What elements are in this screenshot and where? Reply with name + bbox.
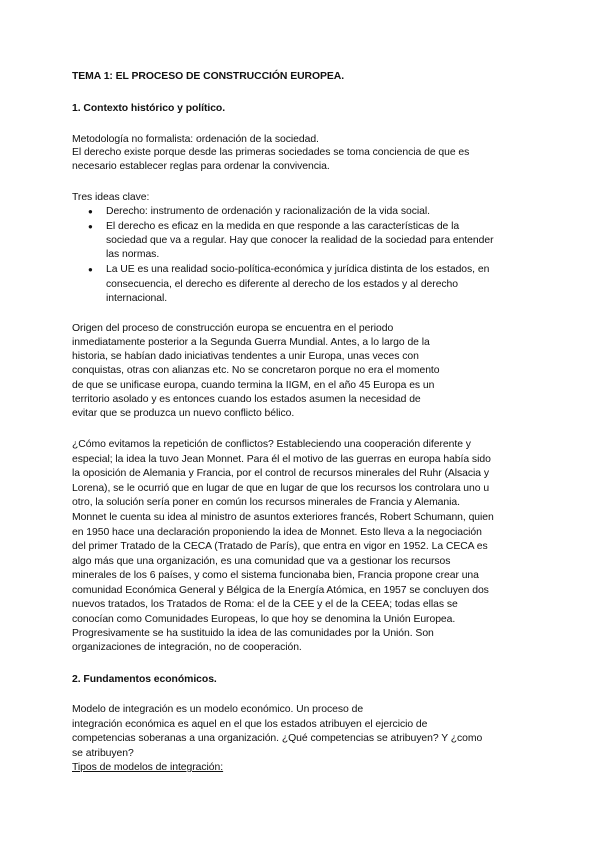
paragraph-line: en 1950 hace una declaración proponiendo la idea de Monnet. Esto lleva a la negociación <box>72 527 482 538</box>
paragraph-line: Progresivamente se ha sustituido la idea de las comunidades por la Unión. Son <box>72 628 434 639</box>
bullet-dot: ● <box>88 265 93 274</box>
paragraph-line: conocían como Comunidades Europeas, lo que hoy se denomina la Unión Europea. <box>72 614 456 625</box>
paragraph-line: nuevos tratados, los Tratados de Roma: el de la CEE y el de la CEEA; todas ellas se <box>72 599 458 610</box>
bullet-line: internacional. <box>106 293 168 304</box>
paragraph-line: competencias soberanas a una organización. ¿Qué competencias se atribuyen? Y ¿como <box>72 733 483 744</box>
paragraph-line: integración económica es aquel en el que los estados atribuyen el ejercicio de <box>72 719 428 730</box>
paragraph-line: Monnet le cuenta su idea al ministro de asuntos exteriores francés, Robert Schumann, quien <box>72 512 494 523</box>
paragraph-line: inmediatamente posterior a la Segunda Guerra Mundial. Antes, a lo largo de la <box>72 337 430 348</box>
section-2-heading: 2. Fundamentos económicos. <box>72 674 217 685</box>
bullet-dot: ● <box>88 222 93 231</box>
paragraph-line: Origen del proceso de construcción europa se encuentra en el periodo <box>72 323 394 334</box>
subheading-integration-types: Tipos de modelos de integración: <box>72 762 224 773</box>
paragraph-line: Metodología no formalista: ordenación de la sociedad. <box>72 134 319 145</box>
paragraph-line: la oposición de Alemania y Francia, por el control de recursos minerales del Ruhr (Alsacia y <box>72 468 489 479</box>
paragraph-line: Lorena), se le ocurrió que en lugar de que en lugar de que los recursos los controlara uno u <box>72 483 490 494</box>
paragraph-line: de que se unificase europa, cuando termina la IIGM, en el año 45 Europa es un <box>72 380 435 391</box>
section-1-heading: 1. Contexto histórico y político. <box>72 103 226 114</box>
paragraph-line: organizaciones de integración, no de cooperación. <box>72 642 302 653</box>
paragraph-line: algo más que una organización, es una comunidad que va a gestionar los recursos <box>72 556 451 567</box>
paragraph-line: Modelo de integración es un modelo económico. Un proceso de <box>72 704 364 715</box>
bullet-line: las normas. <box>106 249 160 260</box>
bullet-line: La UE es una realidad socio-política-económica y jurídica distinta de los estados, en <box>106 264 490 275</box>
bullet-line: consecuencia, el derecho es diferente al derecho de los estados y al derecho <box>106 279 459 290</box>
paragraph-line: otro, la solución sería poner en común los recursos minerales de Francia y Alemania. <box>72 497 460 508</box>
paragraph-line: especial; la idea la tuvo Jean Monnet. Para él el motivo de las guerras en europa había sido <box>72 454 491 465</box>
paragraph-line: evitar que se produzca un nuevo conflicto bélico. <box>72 408 295 419</box>
paragraph-line: territorio asolado y es entonces cuando los estados asumen la necesidad de <box>72 394 421 405</box>
paragraph-line: se atribuyen? <box>72 748 134 759</box>
bullet-line: Derecho: instrumento de ordenación y racionalización de la vida social. <box>106 206 430 217</box>
paragraph-line: minerales de los 6 países, y como el sistema funcionaba bien, Francia propone crear una <box>72 570 479 581</box>
paragraph-line: El derecho existe porque desde las primeras sociedades se toma conciencia de que es <box>72 147 470 158</box>
paragraph-line: ¿Cómo evitamos la repetición de conflictos? Estableciendo una cooperación diferente y <box>72 439 471 450</box>
paragraph-line: del primer Tratado de la CECA (Tratado de París), que entra en vigor en 1952. La CECA es <box>72 541 488 552</box>
bullet-dot: ● <box>88 207 93 216</box>
document-title: TEMA 1: EL PROCESO DE CONSTRUCCIÓN EUROPEA. <box>72 71 345 82</box>
paragraph-line: necesario establecer reglas para ordenar la convivencia. <box>72 161 330 172</box>
bullet-line: sociedad que va a regular. Hay que conocer la realidad de la sociedad para entender <box>106 235 494 246</box>
paragraph-line: conquistas, otras con alianzas etc. No se concretaron porque no era el momento <box>72 365 440 376</box>
paragraph-line: historia, se habían dado iniciativas tendentes a unir Europa, unas veces con <box>72 351 419 362</box>
ideas-intro: Tres ideas clave: <box>72 192 150 203</box>
bullet-line: El derecho es eficaz en la medida en que responde a las características de la <box>106 221 460 232</box>
paragraph-line: comunidad Económica General y Bélgica de la Energía Atómica, en 1957 se concluyen dos <box>72 585 489 596</box>
